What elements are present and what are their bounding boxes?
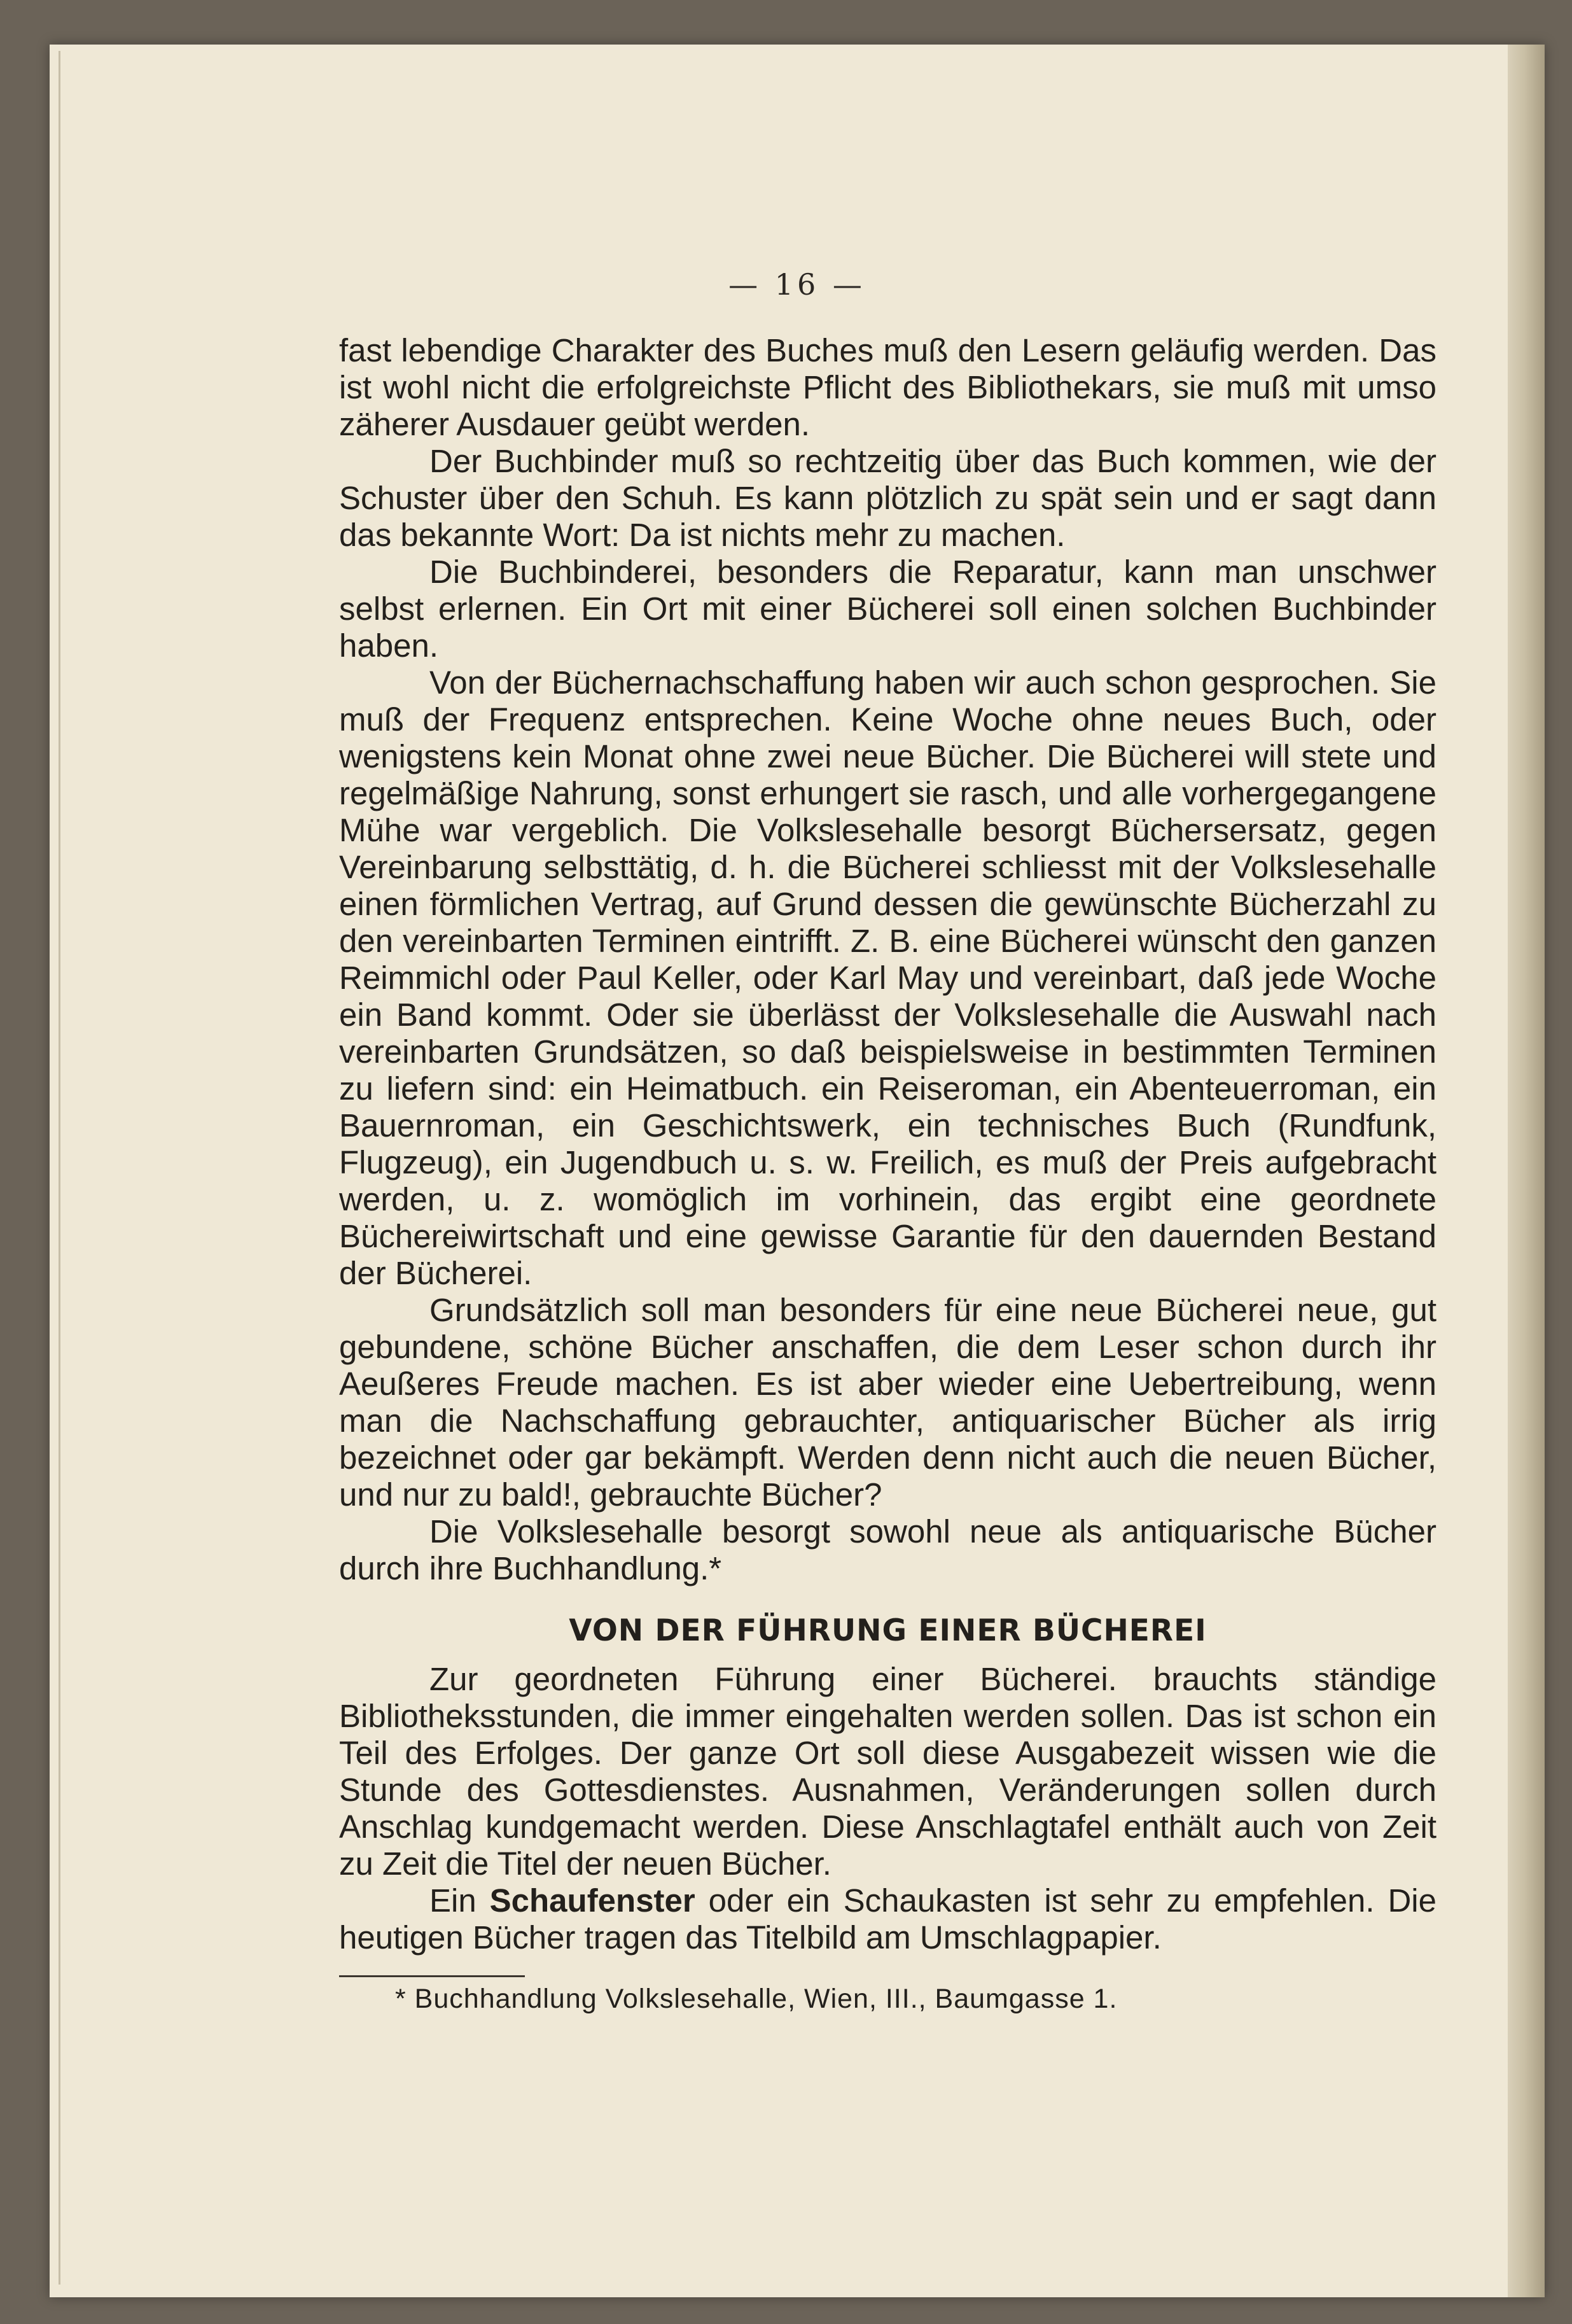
paragraph: Grundsätzlich soll man besonders für eine neue Bücherei neue, gut gebundene, schöne Bücher anschaffen, die dem Leser schon durch ihr Aeußeres Freude machen. Es ist aber wieder eine Uebertreibung, wenn man die Nachschaffung gebrauchter, antiquarischer Bücher als irrig bezeichnet oder gar bekämpft. Werden denn nicht auch die neuen Bücher, und nur zu bald!, gebrauchte Bücher?: [339, 1292, 1436, 1513]
footnote: * Buchhandlung Volkslesehalle, Wien, III., Baumgasse 1.: [395, 1984, 1118, 2014]
paragraph-with-emphasis: [339, 1882, 1436, 1956]
paragraph: Die Volkslesehalle besorgt sowohl neue als antiquarische Bücher durch ihre Buchhandlung.*: [339, 1513, 1436, 1586]
paragraph-text: Ein: [429, 1882, 490, 1919]
book-page: [50, 45, 1545, 2297]
body-text: [339, 332, 1436, 2018]
section-heading: VON DER FÜHRUNG EINER BÜCHEREI: [569, 1613, 1207, 1648]
paragraph: Von der Büchernachschaffung haben wir auch schon gesprochen. Sie muß der Frequenz entsprechen. Keine Woche ohne neues Buch, oder wenigstens kein Monat ohne zwei neue Bücher. Die Bücherei will stete und regelmäßige Nahrung, sonst erhungert sie rasch, und alle vorhergegangene Mühe war vergeblich. Die Volkslesehalle besorgt Büchersersatz, gegen Vereinbarung selbsttätig, d. h. die Bücherei schliesst mit der Volkslesehalle einen förmlichen Vertrag, auf Grund dessen die gewünschte Bücherzahl zu den vereinbarten Terminen eintrifft. Z. B. eine Bücherei wünscht den ganzen Reimmichl oder Paul Keller, oder Karl May und vereinbart, daß jede Woche ein Band kommt. Oder sie überlässt der Volkslesehalle die Auswahl nach vereinbarten Grundsätzen, so daß beispielsweise in bestimmten Terminen zu liefern sind: ein Heimatbuch. ein Reiseroman, ein Abenteuerroman, ein Bauernroman, ein Geschichtswerk, ein technisches Buch (Rundfunk, Flugzeug), ein Jugendbuch u. s. w. Freilich, es muß der Preis aufgebracht werden, u. z. womöglich im vorhinein, das ergibt eine geordnete Büchereiwirtschaft und eine gewisse Garantie für den dauernden Bestand der Bücherei.: [339, 664, 1436, 1291]
paragraph-text: oder ein Schaukasten ist sehr zu empfehlen. Die heutigen Bücher tragen das Titelbild am Umschlagpapier.: [339, 1882, 1437, 1956]
page-number: — 16 —: [728, 267, 866, 302]
footnote-rule: [339, 1975, 525, 1977]
paragraph: Die Buchbinderei, besonders die Reparatur, kann man unschwer selbst erlernen. Ein Ort mit einer Bücherei soll einen solchen Buchbinder haben.: [339, 554, 1436, 664]
book-spine: [1508, 45, 1545, 2297]
emphasized-term: Schaufenster: [489, 1882, 695, 1919]
page-edge-line: [59, 51, 60, 2285]
paragraph: fast lebendige Charakter des Buches muß den Lesern geläufig werden. Das ist wohl nicht die erfolgreichste Pflicht des Bibliothekars, sie muß mit umso zäherer Ausdauer geübt werden.: [339, 332, 1436, 442]
paragraph: Der Buchbinder muß so rechtzeitig über das Buch kommen, wie der Schuster über den Schuh. Es kann plötzlich zu spät sein und er sagt dann das bekannte Wort: Da ist nichts mehr zu machen.: [339, 443, 1436, 553]
paragraph: Zur geordneten Führung einer Bücherei. brauchts ständige Bibliotheksstunden, die immer eingehalten werden sollen. Das ist schon ein Teil des Erfolges. Der ganze Ort soll diese Ausgabezeit wissen wie die Stunde des Gottesdienstes. Ausnahmen, Veränderungen sollen durch Anschlag kundgemacht werden. Diese Anschlagtafel enthält auch von Zeit zu Zeit die Titel der neuen Bücher.: [339, 1661, 1436, 1882]
